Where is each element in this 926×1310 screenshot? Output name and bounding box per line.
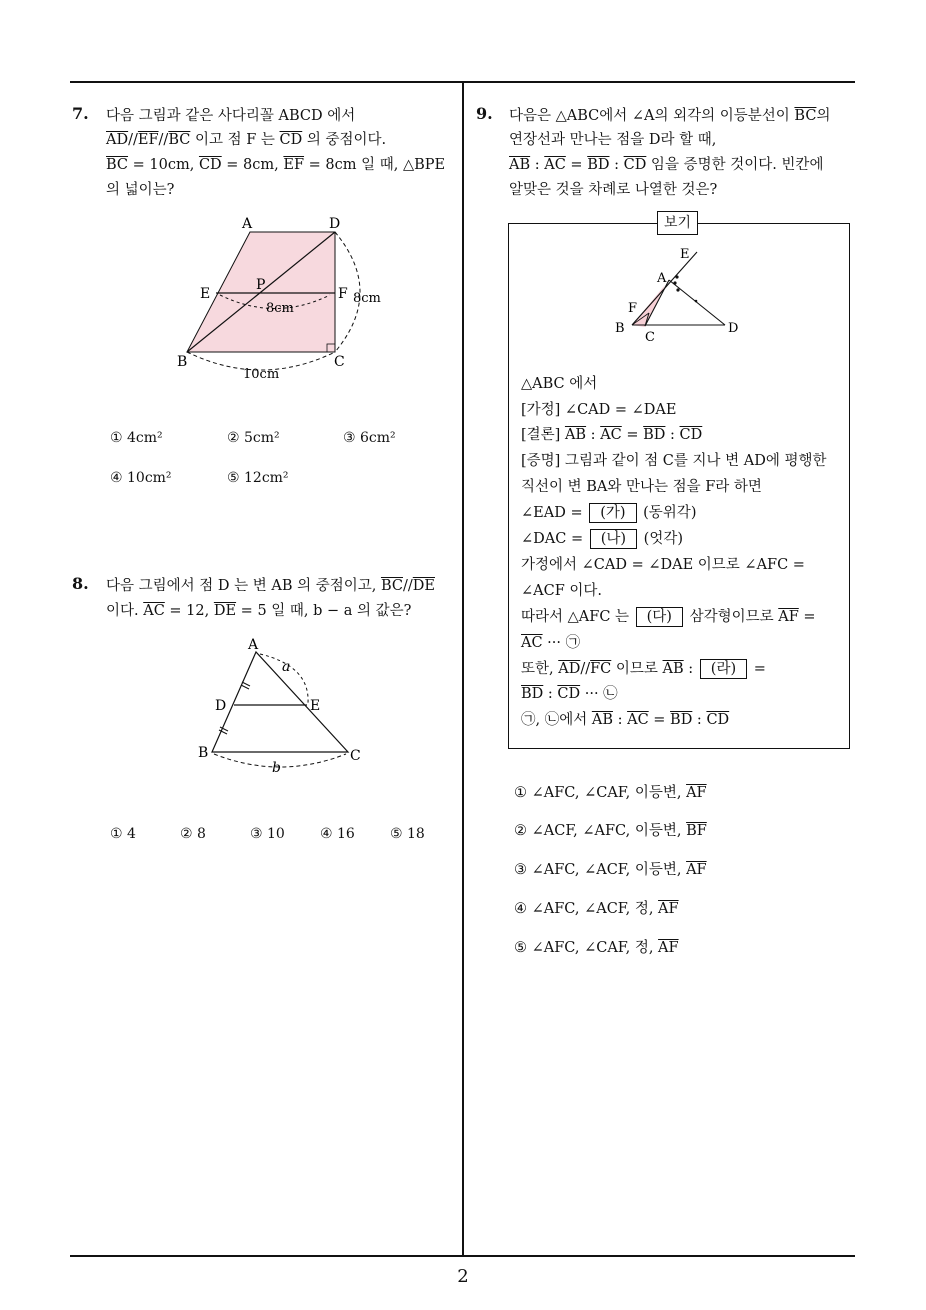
proof-line: 가정에서 ∠CAD = ∠DAE 이므로 ∠AFC = [521,557,805,573]
text-fragment: ∠EAD = [521,505,588,521]
bogi-title: 보기 [657,211,698,235]
segment-label: $\overline{CD}$ [623,157,647,173]
label-P: P [256,277,266,293]
text-fragment: : [683,661,698,677]
choice-2[interactable] [514,819,707,840]
label-F: F [338,286,348,302]
label-D: D [215,698,227,714]
segment-label: $\overline{FC}$ [590,661,612,677]
segment-label: $\overline{BD}$ [670,712,693,728]
text-fragment: ··· ㉡ [580,686,618,702]
bottom-rule [70,1255,855,1257]
text-fragment: 임을 증명한 것이다. 빈칸에 [646,157,824,173]
proof-line: 직선이 변 BA와 만나는 점을 F라 하면 [521,479,762,495]
text-fragment: 따라서 △AFC 는 [521,609,634,625]
segment-label: $\overline{AC}$ [627,712,649,728]
segment-label: $\overline{AD}$ [558,661,581,677]
proof-line [521,607,816,627]
proof-line [521,503,696,523]
segment-label: $\overline{AF}$ [686,862,707,878]
segment-label: $\overline{BD}$ [643,427,666,443]
choice-1[interactable] [514,781,707,802]
question-text [106,155,445,175]
question-text [509,106,830,126]
label-A: A [657,271,667,286]
text-fragment: 이므로 [611,661,663,677]
proof-line: ∠ACF 이다. [521,583,603,599]
angle-mark-dot [676,288,679,291]
choice-text: ⑤ ∠AFC, ∠CAF, 정, [514,940,659,956]
proof-line: [증명] 그림과 같이 점 C를 지나 변 AD에 평행한 [521,453,827,469]
segment-label: $\overline{CD}$ [198,157,222,173]
text-fragment: : [692,712,707,728]
segment-label: $\overline{CD}$ [706,712,730,728]
label-C: C [645,330,655,345]
angle-bisector-figure [605,240,755,345]
text-fragment: : [612,712,628,728]
segment-label: $\overline{AC}$ [600,427,622,443]
segment-label: $\overline{EF}$ [283,157,305,173]
text-fragment: ··· ㉠ [542,635,581,651]
parallel-symbol: // [402,578,413,594]
label-B: B [198,745,209,761]
trapezoid-figure [170,210,400,385]
choice-2[interactable]: ② 5cm² [227,430,280,446]
choice-4[interactable]: ④ 10cm² [110,470,172,486]
proof-line [521,684,618,704]
proof-line [521,633,580,653]
length-bc: 10cm [243,367,280,382]
tick-mark [242,682,250,686]
blank-da: (다) [636,607,683,627]
segment-label: $\overline{AF}$ [658,940,679,956]
choice-text: ③ ∠AFC, ∠ACF, 이등변, [514,862,687,878]
parallel-symbol: // [580,661,591,677]
angle-mark-dot [675,275,678,278]
segment-label: $\overline{AB}$ [662,661,684,677]
segment-label: $\overline{CD}$ [679,427,703,443]
label-E: E [680,247,690,262]
question-text [509,155,823,175]
choice-3[interactable]: ③ 6cm² [343,430,396,446]
label-C: C [334,354,345,370]
column-divider [462,81,464,1256]
segment-label: $\overline{DE}$ [213,603,237,619]
segment-label: $\overline{AC}$ [143,603,165,619]
segment-label: $\overline{AD}$ [106,132,129,148]
segment-label: $\overline{BD}$ [521,686,544,702]
label-D: D [728,321,739,336]
text-fragment: = [749,661,766,677]
text-fragment: (동위각) [638,505,697,521]
segment-label: $\overline{EF}$ [137,132,159,148]
text-fragment: = [621,427,644,443]
choice-3[interactable]: ③ 10 [250,826,285,842]
segment-label: $\overline{BC}$ [168,132,191,148]
text-fragment: (엇각) [639,531,683,547]
label-b: b [272,760,281,776]
segment-label: $\overline{CD}$ [279,132,303,148]
choice-5[interactable] [514,936,679,957]
text-fragment: ∠DAC = [521,531,588,547]
length-cd: 8cm [353,291,381,306]
text-fragment: = 5 일 때, b − a 의 값은? [236,603,412,619]
page-number: 2 [457,1266,469,1287]
label-F: F [628,301,638,316]
proof-line [521,529,683,549]
text-fragment: : [530,157,545,173]
segment-label: $\overline{DE}$ [412,578,435,594]
text-fragment: 의 [816,108,831,124]
label-A: A [242,216,253,232]
label-A: A [248,637,259,653]
segment-ac [645,280,669,326]
blank-na: (나) [590,529,637,549]
label-C: C [350,748,361,764]
question-text: 연장선과 만나는 점을 D라 할 때, [509,132,717,148]
choice-5[interactable]: ⑤ 18 [390,826,425,842]
proof-line: [가정] ∠CAD = ∠DAE [521,402,677,418]
segment-label: $\overline{AB}$ [591,712,613,728]
label-B: B [177,354,188,370]
triangle-abc [212,652,348,752]
question-text: 알맞은 것을 차례로 나열한 것은? [509,182,718,198]
label-D: D [329,216,341,232]
choice-2[interactable]: ② 8 [180,826,206,842]
proof-line [521,710,729,730]
triangle-figure [190,630,380,780]
text-fragment: 의 중점이다. [302,132,387,148]
angle-mark-dot [673,281,676,284]
text-fragment: = 12, [164,603,214,619]
question-text [106,601,411,621]
segment-label: $\overline{BC}$ [106,157,129,173]
choice-4[interactable] [514,897,679,918]
segment-label: $\overline{AC}$ [544,157,566,173]
choice-text: ① ∠AFC, ∠CAF, 이등변, [514,785,687,801]
text-fragment: ㉠, ㉡에서 [521,712,592,728]
choice-5[interactable]: ⑤ 12cm² [227,470,289,486]
text-fragment: = [565,157,588,173]
question-number: 7. [72,104,89,123]
label-E: E [200,286,211,302]
choice-3[interactable] [514,858,707,879]
segment-label: $\overline{BC}$ [380,578,403,594]
proof-line [521,659,766,679]
length-ef: 8cm [266,301,294,316]
text-fragment: = 8cm, [221,157,284,173]
text-fragment: = 10cm, [128,157,199,173]
text-fragment: : [665,427,680,443]
segment-label: $\overline{AF}$ [778,609,799,625]
text-fragment: = 8cm 일 때, △BPE [304,157,446,173]
segment-label: $\overline{AC}$ [521,635,543,651]
segment-ad [669,280,725,325]
label-a: a [282,659,291,675]
parallel-symbol: // [128,132,138,148]
question-number: 9. [476,104,493,123]
segment-label: $\overline{AF}$ [658,901,679,917]
proof-line: △ABC 에서 [521,376,598,392]
choice-1[interactable]: ① 4cm² [110,430,163,446]
text-fragment: 이고 점 F 는 [190,132,280,148]
question-text: 다음 그림과 같은 사다리꼴 ABCD 에서 [106,108,356,124]
question-text: 의 넓이는? [106,182,175,198]
text-fragment: 다음은 △ABC에서 ∠A의 외각의 이등분선이 [509,108,795,124]
label-E: E [310,698,321,714]
text-fragment: : [609,157,624,173]
segment-label: $\overline{BC}$ [794,108,817,124]
segment-label: $\overline{AB}$ [564,427,587,443]
text-fragment: [결론] [521,427,565,443]
proof-line [521,425,702,445]
parallel-symbol: // [158,132,169,148]
question-text [106,576,435,596]
text-fragment: = [648,712,671,728]
text-fragment: : [543,686,558,702]
segment-label: $\overline{BD}$ [587,157,610,173]
tick-mark [241,685,249,689]
question-number: 8. [72,574,89,593]
choice-text: ④ ∠AFC, ∠ACF, 정, [514,901,659,917]
segment-label: $\overline{BF}$ [686,823,707,839]
text-fragment: 이다. [106,603,144,619]
label-B: B [615,321,625,336]
segment-label: $\overline{AF}$ [686,785,707,801]
choice-1[interactable]: ① 4 [110,826,136,842]
text-fragment: 삼각형이므로 [684,609,779,625]
text-fragment: : [586,427,601,443]
segment-label: $\overline{AB}$ [509,157,531,173]
blank-ra: (라) [700,659,747,679]
question-text [106,130,386,150]
choice-4[interactable]: ④ 16 [320,826,355,842]
angle-mark-dot [695,300,698,303]
blank-ga: (가) [589,503,636,523]
text-fragment: = [798,609,816,625]
segment-label: $\overline{CD}$ [557,686,581,702]
text-fragment: 다음 그림에서 점 D 는 변 AB 의 중점이고, [106,578,381,594]
text-fragment: 또한, [521,661,559,677]
choice-text: ② ∠ACF, ∠AFC, 이등변, [514,823,687,839]
